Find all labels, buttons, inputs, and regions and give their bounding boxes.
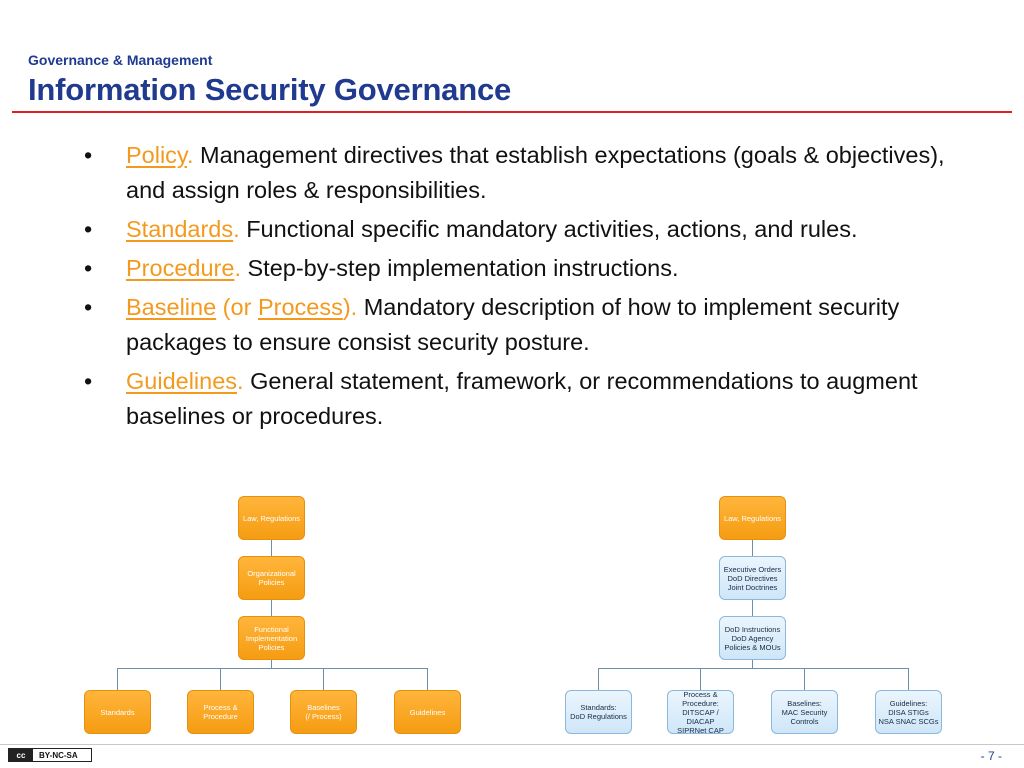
connector	[752, 660, 753, 668]
left-functional-policies-box: Functional Implementation Policies	[238, 616, 305, 660]
left-guidelines-box: Guidelines	[394, 690, 461, 734]
desc-guidelines: General statement, framework, or recommendations to augment baselines or procedures.	[126, 368, 918, 429]
connector	[220, 668, 221, 690]
connector	[752, 540, 753, 556]
right-dod-instructions-box: DoD Instructions DoD Agency Policies & MOUs	[719, 616, 786, 660]
connector	[117, 668, 428, 669]
connector	[804, 668, 805, 690]
right-baselines-box: Baselines: MAC Security Controls	[771, 690, 838, 734]
bullet-dot: •	[84, 294, 93, 320]
right-executive-orders-box: Executive Orders DoD Directives Joint Doctrines	[719, 556, 786, 600]
footer-divider	[0, 744, 1024, 745]
bullet-standards: • Standards. Functional specific mandatory activities, actions, and rules.	[84, 212, 964, 247]
right-law-regulations-box: Law, Regulations	[719, 496, 786, 540]
bullet-procedure: • Procedure. Step-by-step implementation instructions.	[84, 251, 964, 286]
bullet-baseline: • Baseline (or Process). Mandatory description of how to implement security packages to ensure consist security posture.	[84, 290, 964, 360]
cc-icon: cc	[9, 749, 33, 761]
license-label: BY-NC-SA	[39, 750, 78, 760]
left-organizational-policies-box: Organizational Policies	[238, 556, 305, 600]
left-process-procedure-box: Process & Procedure	[187, 690, 254, 734]
desc-standards: Functional specific mandatory activities, actions, and rules.	[239, 216, 858, 242]
cc-license-badge	[8, 748, 92, 762]
slide-subtitle: Governance & Management	[28, 52, 213, 68]
term-guidelines: Guidelines	[126, 368, 238, 394]
connector	[427, 668, 428, 690]
connector	[271, 660, 272, 668]
bullet-dot: •	[84, 142, 93, 168]
slide-title: Information Security Governance	[28, 72, 512, 107]
term-baseline: Baseline	[126, 294, 217, 320]
term-process: Process	[257, 294, 343, 320]
term-procedure: Procedure	[126, 255, 235, 281]
left-law-regulations-box: Law, Regulations	[238, 496, 305, 540]
bullet-dot: •	[84, 255, 93, 281]
left-standards-box: Standards	[84, 690, 151, 734]
connector	[752, 600, 753, 616]
desc-procedure: Step-by-step implementation instructions.	[240, 255, 679, 281]
connector	[271, 600, 272, 616]
right-guidelines-box: Guidelines: DISA STIGs NSA SNAC SCGs	[875, 690, 942, 734]
right-process-procedure-box: Process & Procedure: DITSCAP / DIACAP SIPRNet CAP	[667, 690, 734, 734]
term-standards: Standards	[126, 216, 234, 242]
title-divider	[12, 111, 1012, 113]
connector	[117, 668, 118, 690]
connector	[323, 668, 324, 690]
bullet-policy: • Policy. Management directives that establish expectations (goals & objectives), and assign roles & responsibilities.	[84, 138, 964, 208]
left-baselines-box: Baselines (/ Process)	[290, 690, 357, 734]
bullet-guidelines: • Guidelines. General statement, framework, or recommendations to augment baselines or procedures.	[84, 364, 964, 434]
page-number: - 7 -	[980, 749, 1002, 763]
term-policy: Policy	[126, 142, 187, 168]
bullet-dot: •	[84, 216, 93, 242]
connector	[908, 668, 909, 690]
connector	[598, 668, 599, 690]
desc-policy: Management directives that establish expectations (goals & objectives), and assign roles & responsibilities.	[126, 142, 945, 203]
connector	[700, 668, 701, 690]
right-standards-box: Standards: DoD Regulations	[565, 690, 632, 734]
connector	[598, 668, 909, 669]
bullet-dot: •	[84, 368, 93, 394]
connector	[271, 540, 272, 556]
desc-baseline: Mandatory description of how to implement security packages to ensure consist security posture.	[126, 294, 900, 355]
bullet-list	[84, 138, 964, 438]
